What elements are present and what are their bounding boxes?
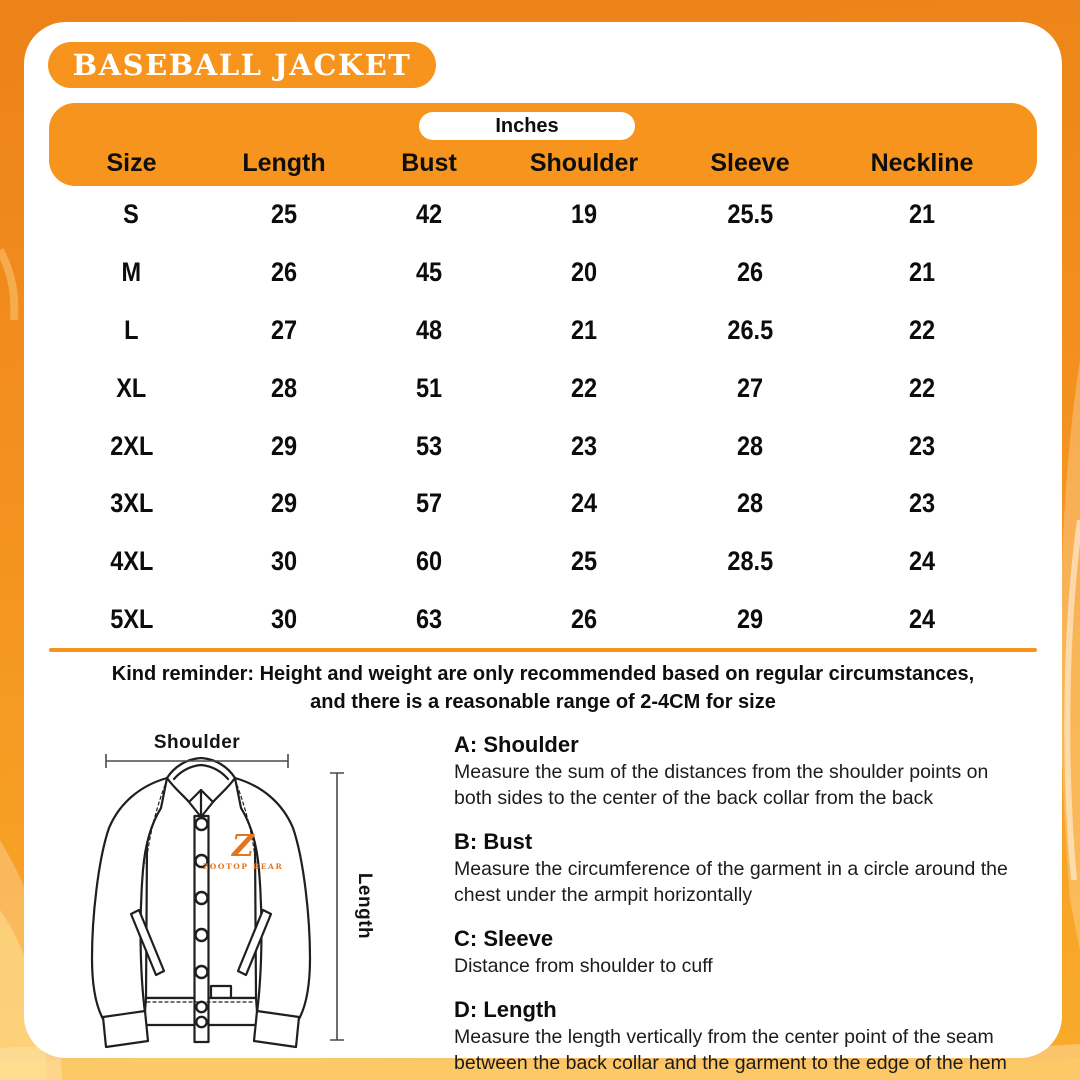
measurement-value-text: 23 [908, 430, 936, 461]
measurement-value [504, 373, 664, 404]
measurement-value [214, 488, 354, 519]
size-label-text: XL [116, 372, 147, 403]
measurement-value [664, 604, 836, 635]
logo-mark: Z [232, 829, 254, 864]
measurement-value-text: 45 [415, 257, 443, 288]
size-label-text: 4XL [109, 546, 154, 577]
measurement-value-text: 29 [270, 430, 298, 461]
size-label [49, 257, 214, 288]
measurement-value [836, 199, 1008, 230]
measurement-value-text: 63 [415, 603, 443, 634]
column-header-neckline: Neckline [870, 149, 974, 177]
measurement-value [214, 373, 354, 404]
unit-label: Inches [495, 114, 559, 137]
size-label-text: 5XL [109, 603, 154, 634]
length-measure-line [330, 773, 344, 1040]
size-table-body [49, 186, 1037, 648]
measurement-value-text: 21 [570, 314, 598, 345]
measurement-value-text: 42 [415, 199, 443, 230]
guide-heading: A: Shoulder [454, 732, 579, 757]
measurement-value [504, 315, 664, 346]
measurement-value [836, 431, 1008, 462]
measurement-value [354, 431, 504, 462]
column-header-shoulder: Shoulder [529, 149, 639, 177]
column-header-row [49, 149, 1037, 178]
measurement-value [836, 257, 1008, 288]
measurement-value [354, 257, 504, 288]
measurement-value [214, 199, 354, 230]
measurement-value [664, 373, 836, 404]
table-row [49, 591, 1037, 649]
measurement-value [664, 546, 836, 577]
measurement-value-text: 26 [570, 603, 598, 634]
measurement-value [214, 257, 354, 288]
measurement-value [836, 373, 1008, 404]
jacket-line-drawing [75, 728, 420, 1054]
measurement-value-text: 51 [415, 372, 443, 403]
measurement-value-text: 60 [415, 546, 443, 577]
measurement-value [664, 199, 836, 230]
guide-body: Distance from shoulder to cuff [454, 954, 713, 977]
measurement-value-text: 20 [570, 257, 598, 288]
guide-heading: B: Bust [454, 828, 533, 854]
measurement-value-text: 26.5 [727, 314, 773, 345]
measurement-value [354, 199, 504, 230]
jacket-cuff-left [103, 1011, 148, 1047]
measurement-value-text: 21 [908, 199, 936, 230]
measurement-value-text: 19 [570, 199, 598, 230]
guide-body: Measure the length vertically from the center point of the seam between the back collar and the garment to the edge of the hem [454, 1025, 1007, 1074]
measurement-value-text: 57 [415, 488, 443, 519]
measurement-value [836, 488, 1008, 519]
length-measure-label: Length [354, 872, 375, 940]
measurement-value [504, 488, 664, 519]
measurement-value [214, 431, 354, 462]
table-row [49, 475, 1037, 533]
size-label [49, 604, 214, 635]
measurement-value [664, 431, 836, 462]
measurement-value-text: 27 [736, 372, 764, 403]
measurement-value-text: 28 [736, 430, 764, 461]
measurement-value [214, 315, 354, 346]
measure-guide [454, 732, 1016, 1080]
measurement-value-text: 27 [270, 314, 298, 345]
measurement-value-text: 30 [270, 546, 298, 577]
measurement-value-text: 30 [270, 603, 298, 634]
measurement-value [664, 488, 836, 519]
measurement-value [836, 604, 1008, 635]
column-header-length: Length [242, 149, 326, 177]
measurement-value-text: 25.5 [727, 199, 773, 230]
measurement-value [354, 315, 504, 346]
measurement-value-text: 24 [908, 546, 936, 577]
measurement-value [354, 546, 504, 577]
column-header-size: Size [106, 149, 157, 177]
unit-pill [419, 112, 635, 140]
table-row [49, 417, 1037, 475]
measurement-value-text: 26 [270, 257, 298, 288]
measurement-value-text: 28 [270, 372, 298, 403]
size-label [49, 431, 214, 462]
size-label [49, 373, 214, 404]
measurement-value [504, 257, 664, 288]
size-label-text: S [123, 199, 140, 230]
measurement-value-text: 24 [570, 488, 598, 519]
measurement-value-text: 22 [570, 372, 598, 403]
measurement-value-text: 29 [270, 488, 298, 519]
measurement-value-text: 53 [415, 430, 443, 461]
measurement-value-text: 25 [570, 546, 598, 577]
table-row [49, 302, 1037, 360]
measurement-value [354, 373, 504, 404]
measurement-value-text: 22 [908, 372, 936, 403]
kind-reminder [24, 660, 1062, 716]
measurement-value [214, 546, 354, 577]
guide-heading: C: Sleeve [454, 925, 554, 951]
page-title: BASEBALL JACKET [72, 48, 412, 82]
measurement-value-text: 25 [270, 199, 298, 230]
measurement-value [504, 546, 664, 577]
measurement-value-text: 22 [908, 314, 936, 345]
measurement-value-text: 48 [415, 314, 443, 345]
measurement-value-text: 23 [908, 488, 936, 519]
table-row [49, 359, 1037, 417]
measurement-value-text: 29 [736, 603, 764, 634]
size-label [49, 315, 214, 346]
measurement-value [504, 199, 664, 230]
guide-heading: D: Length [454, 996, 557, 1022]
measurement-value [504, 604, 664, 635]
table-row [49, 533, 1037, 591]
measurement-value [836, 546, 1008, 577]
size-label [49, 546, 214, 577]
size-label-text: L [124, 314, 139, 345]
table-row [49, 244, 1037, 302]
measurement-value-text: 23 [570, 430, 598, 461]
table-row [49, 186, 1037, 244]
size-label-text: M [121, 257, 142, 288]
measurement-value-text: 26 [736, 257, 764, 288]
measurement-value [664, 257, 836, 288]
column-header-bust: Bust [401, 149, 457, 177]
measurement-value [664, 315, 836, 346]
measurement-value [354, 488, 504, 519]
measurement-value-text: 28.5 [727, 546, 773, 577]
reminder-line-2: and there is a reasonable range of 2-4CM for size [310, 691, 776, 713]
column-header-sleeve: Sleeve [710, 149, 790, 177]
measurement-value-text: 21 [908, 257, 936, 288]
size-label-text: 3XL [109, 488, 154, 519]
table-header-bar [49, 103, 1037, 186]
measurement-value-text: 24 [908, 603, 936, 634]
measurement-value [354, 604, 504, 635]
jacket-cuff-right [254, 1011, 299, 1047]
shoulder-measure-label: Shoulder [153, 732, 241, 753]
size-chart-card [24, 22, 1062, 1074]
measurement-value-text: 28 [736, 488, 764, 519]
size-label [49, 199, 214, 230]
logo-text: ZOOTOP BEAR [202, 862, 284, 871]
title-banner [48, 42, 436, 88]
measurement-value [214, 604, 354, 635]
jacket-diagram [75, 728, 420, 1054]
size-label [49, 488, 214, 519]
guide-body: Measure the circumference of the garment in a circle around the chest under the armpit horizontally [454, 857, 1008, 906]
measurement-value [504, 431, 664, 462]
divider-line [49, 648, 1037, 652]
measurement-value [836, 315, 1008, 346]
size-label-text: 2XL [109, 430, 154, 461]
reminder-line-1: Kind reminder: Height and weight are only recommended based on regular circumstances, [111, 663, 975, 685]
guide-body: Measure the sum of the distances from the shoulder points on both sides to the center of the back collar from the back [454, 761, 989, 809]
